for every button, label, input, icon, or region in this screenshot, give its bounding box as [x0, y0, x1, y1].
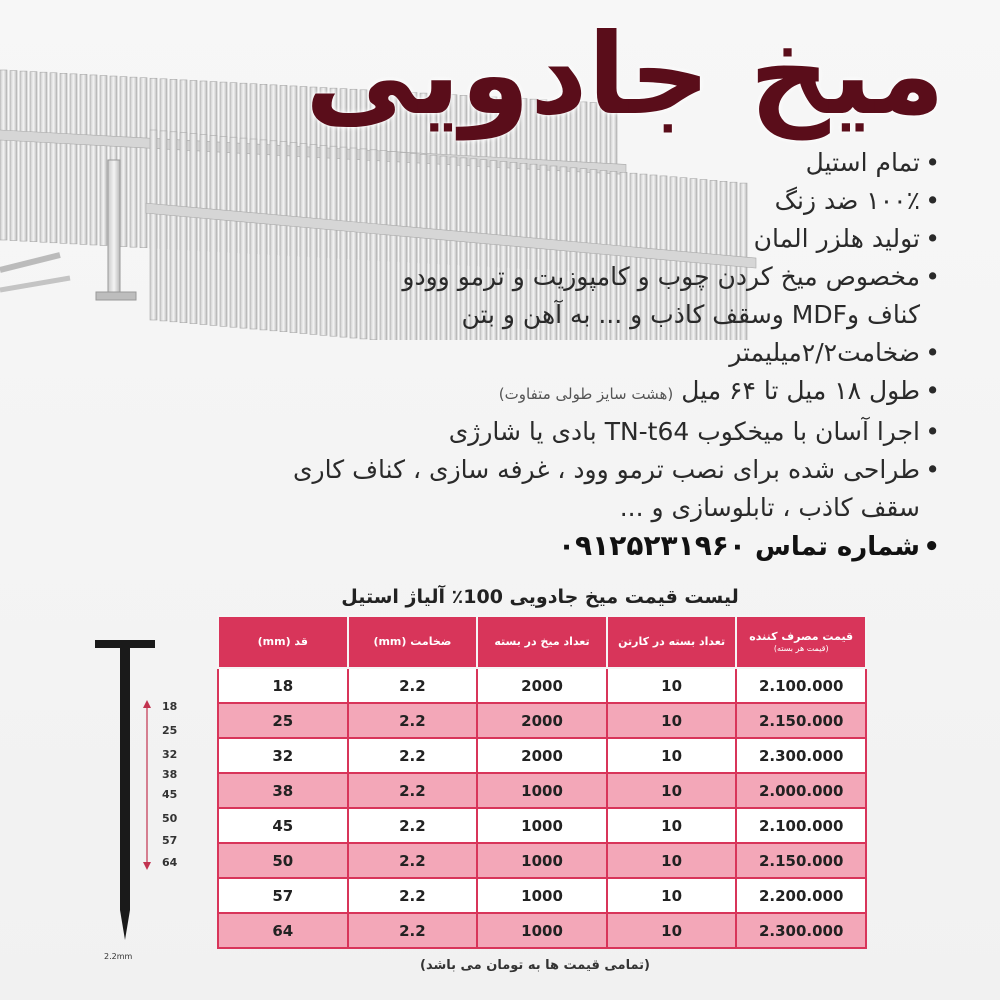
cell-thickness: 2.2 — [348, 738, 478, 773]
cell-thickness: 2.2 — [348, 913, 478, 948]
cell-price: 2.100.000 — [736, 808, 866, 843]
nail-shape — [170, 132, 177, 322]
size-label: 50 — [162, 812, 178, 825]
nail-shape — [90, 75, 97, 245]
table-row — [218, 773, 866, 808]
cell-length: 64 — [218, 913, 348, 948]
cell-length: 25 — [218, 703, 348, 738]
table-row — [218, 668, 866, 703]
nail-shape — [120, 77, 127, 247]
currency-note: (تمامی قیمت ها به تومان می باشد) — [420, 958, 650, 973]
cell-per-carton: 10 — [607, 913, 737, 948]
nail-shape — [40, 72, 47, 242]
nail-shank — [120, 648, 130, 910]
cell-thickness: 2.2 — [348, 703, 478, 738]
size-label: 38 — [162, 768, 178, 781]
arrow-down-icon — [143, 862, 151, 870]
nail-shape — [60, 73, 67, 243]
table-row — [218, 878, 866, 913]
header-per-pack: تعداد میخ در بسته — [477, 616, 607, 668]
cell-per-pack: 1000 — [477, 843, 607, 878]
table-row — [218, 843, 866, 878]
bullet-icon: • — [925, 417, 940, 446]
header-price: قیمت مصرف کننده (قیمت هر بسته) — [736, 616, 866, 668]
cell-price: 2.300.000 — [736, 738, 866, 773]
bullet-icon: • — [925, 338, 940, 367]
table-row — [218, 913, 866, 948]
cell-thickness: 2.2 — [348, 773, 478, 808]
phone-label: شماره تماس — [755, 532, 920, 562]
bullet-icon: • — [925, 262, 940, 291]
feature-item: •۱۰۰٪ ضد زنگ — [180, 182, 940, 220]
cell-length: 45 — [218, 808, 348, 843]
bullet-icon: • — [925, 376, 940, 405]
nail-shape — [80, 74, 87, 244]
nail-shape — [10, 71, 17, 241]
cell-length: 18 — [218, 668, 348, 703]
cell-per-carton: 10 — [607, 878, 737, 913]
table-row — [218, 808, 866, 843]
bullet-icon: • — [925, 186, 940, 215]
arrow-up-icon — [143, 700, 151, 708]
cell-per-pack: 2000 — [477, 738, 607, 773]
nail-shape — [0, 70, 7, 240]
size-label: 25 — [162, 724, 178, 737]
nail-shape — [30, 72, 37, 242]
feature-item: •تولید هلزر المان — [180, 220, 940, 258]
nail-shape — [50, 73, 57, 243]
feature-list — [180, 144, 940, 566]
cell-price: 2.000.000 — [736, 773, 866, 808]
cell-price: 2.100.000 — [736, 668, 866, 703]
cell-thickness: 2.2 — [348, 843, 478, 878]
table-row — [218, 738, 866, 773]
cell-price: 2.150.000 — [736, 843, 866, 878]
nail-diagram — [95, 640, 165, 940]
cell-thickness: 2.2 — [348, 668, 478, 703]
price-list-title: لیست قیمت میخ جادویی 100٪ آلیاژ استیل — [341, 586, 739, 608]
cell-length: 38 — [218, 773, 348, 808]
header-thickness: ضخامت (mm) — [348, 616, 478, 668]
size-label: 18 — [162, 700, 178, 713]
cell-per-pack: 1000 — [477, 773, 607, 808]
nail-shape — [150, 130, 157, 320]
feature-item: •تمام استیل — [180, 144, 940, 182]
cell-price: 2.300.000 — [736, 913, 866, 948]
size-label: 45 — [162, 788, 178, 801]
cell-per-carton: 10 — [607, 738, 737, 773]
cell-per-carton: 10 — [607, 668, 737, 703]
nail-tip — [120, 910, 130, 940]
cell-per-pack: 2000 — [477, 668, 607, 703]
nail-shape — [70, 74, 77, 244]
cell-per-pack: 1000 — [477, 913, 607, 948]
feature-item: •ضخامت۲/۲میلیمتر — [180, 334, 940, 372]
cell-per-carton: 10 — [607, 808, 737, 843]
bullet-icon: • — [925, 148, 940, 177]
nail-head — [95, 640, 155, 648]
nail-shape — [100, 76, 107, 246]
table-row — [218, 703, 866, 738]
cell-thickness: 2.2 — [348, 808, 478, 843]
cell-price: 2.200.000 — [736, 878, 866, 913]
bullet-icon: • — [925, 224, 940, 253]
nail-shape — [160, 131, 167, 321]
phone-contact — [180, 527, 940, 566]
page-title: میخ جادویی — [304, 10, 945, 140]
price-table — [217, 615, 867, 949]
feature-item: •اجرا آسان با میخکوب TN-t64 بادی یا شارژی — [180, 413, 940, 451]
price-table-header — [218, 616, 866, 668]
cell-per-pack: 2000 — [477, 703, 607, 738]
size-label: 64 — [162, 856, 178, 869]
header-length: قد (mm) — [218, 616, 348, 668]
size-label: 32 — [162, 748, 178, 761]
cell-length: 50 — [218, 843, 348, 878]
diameter-label: 2.2mm — [104, 952, 133, 961]
cell-per-carton: 10 — [607, 703, 737, 738]
bullet-icon: • — [923, 532, 940, 562]
feature-item: •طراحی شده برای نصب ترمو وود ، غرفه سازی ، کناف کاری سقف کاذب ، تابلوسازی و ... — [180, 451, 940, 527]
nail-shape — [140, 78, 147, 248]
size-label: 57 — [162, 834, 178, 847]
header-per-carton: تعداد بسته در کارتن — [607, 616, 737, 668]
cell-length: 32 — [218, 738, 348, 773]
nail-shape — [130, 77, 137, 247]
cell-per-pack: 1000 — [477, 808, 607, 843]
cell-per-pack: 1000 — [477, 878, 607, 913]
nail-shape — [20, 71, 27, 241]
feature-item: •طول ۱۸ میل تا ۶۴ میل (هشت سایز طولی متفاوت) — [180, 372, 940, 413]
cell-price: 2.150.000 — [736, 703, 866, 738]
cell-length: 57 — [218, 878, 348, 913]
cell-thickness: 2.2 — [348, 878, 478, 913]
bullet-icon: • — [925, 455, 940, 484]
cell-per-carton: 10 — [607, 773, 737, 808]
cell-per-carton: 10 — [607, 843, 737, 878]
feature-item: •مخصوص میخ کردن چوب و کامپوزیت و ترمو وودو کناف وMDF وسقف کاذب و ... به آهن و بتن — [180, 258, 940, 334]
phone-number[interactable]: ۰۹۱۲۵۲۳۱۹۶۰ — [557, 529, 746, 562]
